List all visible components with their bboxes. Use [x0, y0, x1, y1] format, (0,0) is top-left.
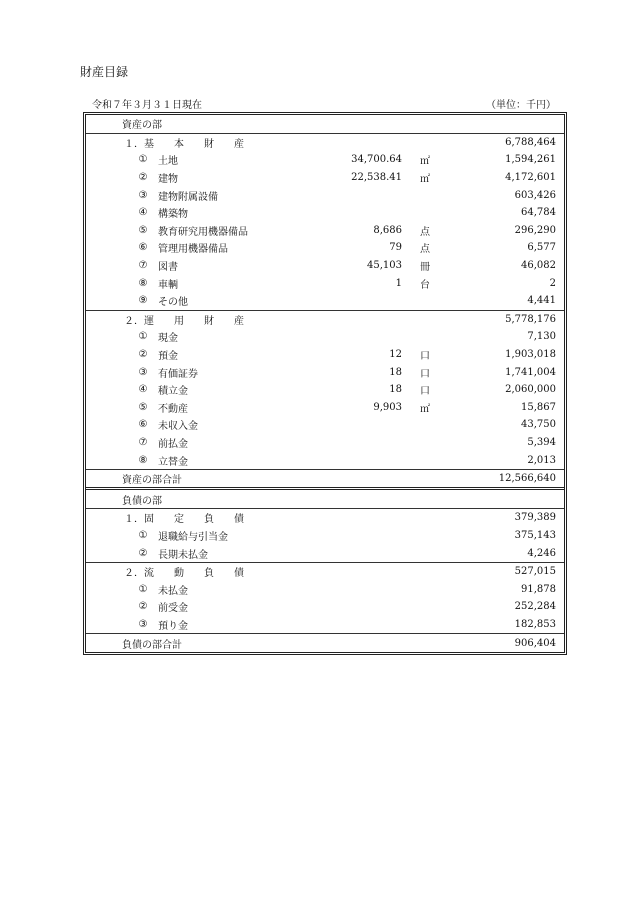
- group-row: [86, 508, 564, 527]
- item-row: [86, 274, 564, 292]
- section-header-row: [86, 490, 564, 508]
- item-number: ③: [138, 618, 148, 630]
- item-quantity: 18: [389, 384, 402, 396]
- section-total-label: 負債の部合計: [122, 639, 182, 651]
- group-row: [86, 562, 564, 581]
- item-row: [86, 451, 564, 469]
- item-value: 603,426: [514, 189, 556, 201]
- item-value: 64,784: [521, 207, 556, 219]
- item-quantity: 34,700.64: [351, 154, 402, 166]
- item-row: [86, 381, 564, 399]
- item-unit: 口: [420, 351, 430, 363]
- item-number: ②: [138, 349, 148, 361]
- item-value: 2,013: [527, 454, 556, 466]
- item-number: ①: [138, 529, 148, 541]
- item-row: [86, 239, 564, 257]
- section-total-value: 906,404: [514, 637, 556, 649]
- section-total-value: 12,566,640: [498, 473, 556, 485]
- item-value: 91,878: [521, 583, 556, 595]
- item-name: 図書: [158, 262, 178, 274]
- item-quantity: 9,903: [373, 401, 402, 413]
- item-value: 2,060,000: [505, 384, 556, 396]
- item-unit: ㎡: [420, 403, 430, 415]
- item-name: 有価証券: [158, 368, 198, 380]
- item-unit: ㎡: [420, 174, 430, 186]
- item-quantity: 45,103: [367, 260, 402, 272]
- item-row: [86, 346, 564, 364]
- item-row: [86, 527, 564, 545]
- item-number: ⑧: [138, 454, 148, 466]
- item-row: [86, 544, 564, 562]
- item-row: [86, 151, 564, 169]
- group-value: 6,788,464: [505, 136, 556, 148]
- item-unit: 点: [420, 244, 430, 256]
- item-number: ③: [138, 189, 148, 201]
- item-row: [86, 204, 564, 222]
- group-value: 527,015: [514, 566, 556, 578]
- item-quantity: 1: [395, 277, 402, 289]
- group-label: １．基 本 財 産: [124, 138, 244, 150]
- item-row: [86, 292, 564, 310]
- item-number: ①: [138, 331, 148, 343]
- item-value: 296,290: [514, 224, 556, 236]
- item-name: その他: [158, 297, 188, 309]
- item-number: ②: [138, 172, 148, 184]
- item-row: [86, 169, 564, 187]
- item-name: 預金: [158, 351, 178, 363]
- property-inventory-table: [83, 112, 567, 655]
- document-title: 財産目録: [80, 65, 129, 79]
- item-value: 46,082: [521, 260, 556, 272]
- assets-section: [86, 115, 564, 487]
- item-row: [86, 186, 564, 204]
- item-value: 43,750: [521, 419, 556, 431]
- item-number: ①: [138, 583, 148, 595]
- as-of-date: 令和７年３月３１日現在: [92, 100, 202, 111]
- item-name: 建物附属設備: [158, 191, 218, 203]
- item-number: ⑤: [138, 401, 148, 413]
- item-name: 土地: [158, 156, 178, 168]
- item-value: 375,143: [514, 529, 556, 541]
- item-unit: 口: [420, 386, 430, 398]
- item-name: 預り金: [158, 620, 188, 632]
- item-value: 4,441: [527, 295, 556, 307]
- item-name: 現金: [158, 333, 178, 345]
- item-row: [86, 616, 564, 634]
- item-number: ②: [138, 601, 148, 613]
- item-number: ④: [138, 207, 148, 219]
- group-value: 5,778,176: [505, 313, 556, 325]
- item-quantity: 79: [389, 242, 402, 254]
- group-value: 379,389: [514, 512, 556, 524]
- item-value: 5,394: [527, 436, 556, 448]
- item-value: 4,172,601: [505, 172, 556, 184]
- item-value: 1,903,018: [505, 349, 556, 361]
- item-name: 建物: [158, 174, 178, 186]
- group-label: ２．流 動 負 債: [124, 568, 244, 580]
- item-row: [86, 580, 564, 598]
- item-name: 未払金: [158, 585, 188, 597]
- item-number: ①: [138, 154, 148, 166]
- item-unit: 点: [420, 226, 430, 238]
- item-quantity: 18: [389, 366, 402, 378]
- item-row: [86, 598, 564, 616]
- item-quantity: 12: [389, 349, 402, 361]
- item-number: ④: [138, 384, 148, 396]
- item-unit: 台: [420, 279, 430, 291]
- item-number: ⑦: [138, 436, 148, 448]
- item-value: 1,741,004: [505, 366, 556, 378]
- item-row: [86, 434, 564, 452]
- item-value: 252,284: [514, 601, 556, 613]
- item-name: 退職給与引当金: [158, 531, 228, 543]
- item-quantity: 8,686: [373, 224, 402, 236]
- item-name: 教育研究用機器備品: [158, 226, 248, 238]
- item-number: ⑨: [138, 295, 148, 307]
- item-number: ⑥: [138, 419, 148, 431]
- item-unit: ㎡: [420, 156, 430, 168]
- item-unit: 冊: [420, 262, 430, 274]
- item-unit: 口: [420, 368, 430, 380]
- item-name: 構築物: [158, 209, 188, 221]
- item-name: 不動産: [158, 403, 188, 415]
- item-name: 管理用機器備品: [158, 244, 228, 256]
- item-name: 未収入金: [158, 421, 198, 433]
- item-value: 4,246: [527, 547, 556, 559]
- item-number: ⑦: [138, 260, 148, 272]
- item-quantity: 22,538.41: [351, 172, 402, 184]
- item-value: 1,594,261: [505, 154, 556, 166]
- item-name: 積立金: [158, 386, 188, 398]
- item-name: 立替金: [158, 456, 188, 468]
- group-label: ２．運 用 財 産: [124, 315, 244, 327]
- group-label: １．固 定 負 債: [124, 514, 244, 526]
- item-row: [86, 328, 564, 346]
- item-value: 15,867: [521, 401, 556, 413]
- item-value: 6,577: [527, 242, 556, 254]
- item-number: ③: [138, 366, 148, 378]
- section-total-row: [86, 633, 564, 652]
- section-header: 負債の部: [122, 495, 162, 507]
- item-row: [86, 416, 564, 434]
- group-row: [86, 133, 564, 152]
- item-row: [86, 257, 564, 275]
- item-number: ②: [138, 547, 148, 559]
- section-header-row: [86, 115, 564, 133]
- item-row: [86, 363, 564, 381]
- item-row: [86, 399, 564, 417]
- item-number: ⑤: [138, 224, 148, 236]
- item-number: ⑥: [138, 242, 148, 254]
- unit-label: （単位：千円）: [486, 100, 556, 111]
- group-row: [86, 310, 564, 329]
- section-header: 資産の部: [122, 120, 162, 132]
- item-name: 長期未払金: [158, 549, 208, 561]
- liabilities-section: [86, 487, 564, 651]
- item-value: 7,130: [527, 331, 556, 343]
- item-name: 車輌: [158, 279, 178, 291]
- item-number: ⑧: [138, 277, 148, 289]
- item-value: 2: [549, 277, 556, 289]
- section-total-row: [86, 469, 564, 488]
- item-row: [86, 222, 564, 240]
- item-value: 182,853: [514, 618, 556, 630]
- section-total-label: 資産の部合計: [122, 475, 182, 487]
- item-name: 前払金: [158, 438, 188, 450]
- item-name: 前受金: [158, 603, 188, 615]
